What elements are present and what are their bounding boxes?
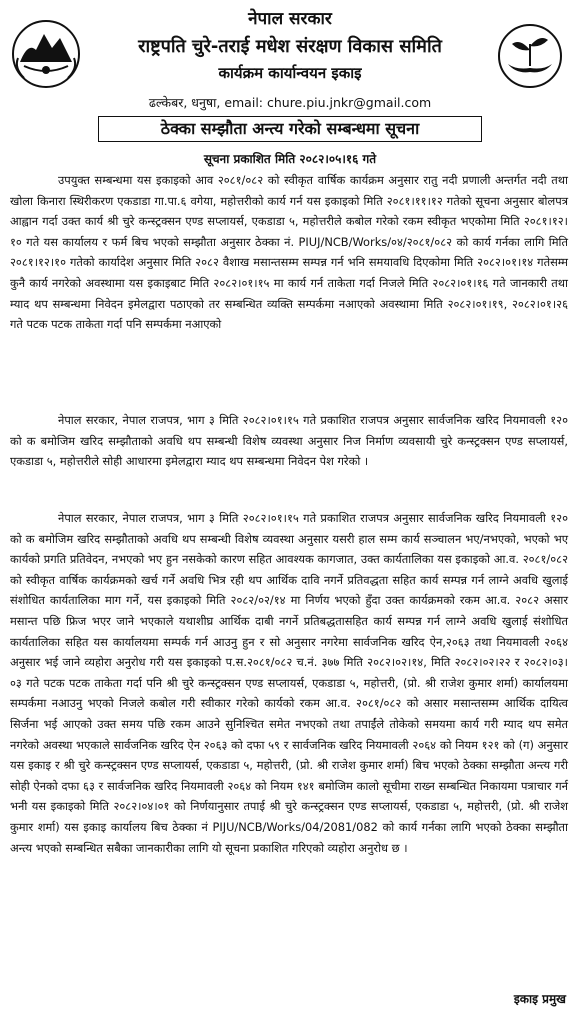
government-title: नेपाल सरकार <box>248 9 332 29</box>
hands-seedling-logo-icon <box>496 22 564 90</box>
body-paragraph-2: नेपाल सरकार, नेपाल राजपत्र, भाग ३ मिति २०८२।०१।१५ गते प्रकाशित राजपत्र अनुसार सार्वजनिक खरिद नियमावली १२० को क बमोजिम खरिद सम्झौताको अवधि थप सम्बन्धी विशेष व्यवस्था अनुसार निज निर्माण व्यवसायी चुरे कन्स्ट्रक्सन एण्ड सप्लायर्स, एकडाडा ५, महोत्तरीले सोही आधारमा इमेलद्वारा म्याद थप सम्बन्धमा निवेदन पेश गरेको । <box>10 413 568 469</box>
notice-title: ठेक्का सम्झौता अन्त्य गरेको सम्बन्धमा सूचना <box>98 116 482 142</box>
committee-title: राष्ट्रपति चुरे-तराई मधेश संरक्षण विकास समिति <box>138 36 442 57</box>
body-paragraph-1: उपयुक्त सम्बन्धमा यस इकाइको आव २०८१/०८२ को स्वीकृत वार्षिक कार्यक्रम अनुसार रातु नदी प्रणाली अन्तर्गत नदी तथा खोला किनारा स्थिरीकरण एकडाडा गा.पा.६ वगेया, महोत्तरीको कार्य गर्न यस इकाइको मिति २०८१।११।१२ गतेको सूचना अनुसार बोलपत्र आह्वान गर्दा उक्त कार्य श्री चुरे कन्स्ट्रक्सन एण्ड सप्लायर्स, एकडाडा ५, महोत्तरीले कबोल गरेको रकम स्वीकृत भएकोमा मिति २०८१।१२।१० गते यस कार्यालय र फर्म बिच भएको सम्झौता अनुसार ठेक्का नं. PIUJ/NCB/Works/०४/२०८१/०८२ को कार्य गर्नका लागि मिति २०८१।१२।१० गतेको कार्यादेश अनुसार मिति २०८२ वैशाख मसान्तसम्म सम्पन्न गर्न भनि समयावधि दिएकोमा मिति २०८२।०१।१४ गतेसम्म कुनै कार्य नगरेको अवस्थामा यस इकाइबाट मिति २०८२।०१।१५ मा कार्य गर्न ताकेता गर्दा निजले मिति २०८२।०१।१६ गते जानकारी तथा म्याद थप सम्बन्धमा निवेदन इमेलद्वारा पठाएको तर सम्बन्धित व्यक्ति सम्पर्कमा नआएको अवस्थामा मिति २०८२।०१।१९, २०८२।०१।२६ गते पटक पटक ताकेता गर्दा पनि सम्पर्कमा नआएको <box>10 173 568 332</box>
unit-title: कार्यक्रम कार्यान्वयन इकाइ <box>218 64 362 82</box>
signatory: इकाइ प्रमुख <box>513 992 566 1006</box>
body-paragraph-3: नेपाल सरकार, नेपाल राजपत्र, भाग ३ मिति २०८२।०१।१५ गते प्रकाशित राजपत्र अनुसार सार्वजनिक खरिद नियमावली १२० को क बमोजिम खरिद सम्झौताको अवधि थप सम्बन्धी विशेष व्यवस्था अनुसार यसरी हाल सम्म कार्य सञ्चालन भए/नभएको, भएको भए कार्यको प्रगति प्रतिवेदन, नभएको भए हुन नसकेको कारण सहित आवश्यक कागजात, उक्त कार्यतालिका यस इकाइको आ.व. २०८१/०८२ को स्वीकृत वार्षिक कार्यक्रमको खर्च गर्ने अवधि भित्र रही थप आर्थिक दावि नगर्ने प्रतिवद्धता सहित कार्य सम्पन्न गर्न लाग्ने अवधि खुलाई संशोधित कार्यतालिका माग गर्ने, यस इकाइको मिति २०८२/०२/१४ मा निर्णय भएको हुँदा उक्त कार्यक्रमको रकम आ.व. २०८२ असार मसान्त पछि फ्रिज भएर जाने भएकाले यथाशीघ्र आर्थिक दाबी नगर्ने प्रतिबद्धतासहित कार्य सम्पन्न गर्न लाग्ने अवधि खुलाई संशोधित कार्यतालिका सहित यस कार्यालयमा सम्पर्क गर्न आउनु हुन र सो अनुसार नगरेमा सार्वजनिक खरिद ऐन,२०६३ तथा नियमावली २०६४ अनुसार भई जाने व्यहोरा अनुरोध गरी यस इकाइको प.स.२०८१/०८२ च.नं. ३७७ मिति २०८२।०२।१४, मिति २०८२।०२।२२ र २०८२।०३।०३ गते पटक पटक ताकेता गर्दा पनि श्री चुरे कन्स्ट्रक्सन एण्ड सप्लायर्स, एकडाडा ५, महोत्तरी, (प्रो. श्री राजेश कुमार शर्मा) कार्यालयमा सम्पर्कमा नआउनु भएको निजले कबोल गरी स्वीकार गरेको कार्यको रकम आ.व. २०८१/०८२ को असार मसान्तसम्म आर्थिक दायित्व सिर्जना भई आएको उक्त समय पछि रकम आउने सुनिश्चित समेत नभएको तथा तपाईंले तोकेको समयमा कार्य गरी म्याद थप समेत नगरेको अवस्था भएकाले सार्वजनिक खरिद ऐन २०६३ को दफा ५९ र सार्वजनिक खरिद नियमावली २०६४ को नियम १२१ को (ग) अनुसार यस इकाइ र श्री चुरे कन्स्ट्रक्सन एण्ड सप्लायर्स, एकडाडा ५, महोत्तरी, (प्रो. श्री राजेश कुमार शर्मा) बिच भएको ठेक्का सम्झौता अन्त्य गरी सोही ऐनको दफा ६३ र सार्वजनिक खरिद नियमावली २०६४ को नियम १४१ बमोजिम कालो सूचीमा राख्न सम्बन्धित निकायमा पत्राचार गर्न भनी यस इकाइको मिति २०८२।०४।०१ को निर्णयानुसार तपाई श्री चुरे कन्स्ट्रक्सन एण्ड सप्लायर्स, एकडाडा ५, महोत्तरी, (प्रो. श्री राजेश कुमार शर्मा) यस इकाइ कार्यालय बिच ठेक्का नं PIJU/NCB/Works/04/2081/082 को कार्य गर्नका लागि भएको ठेक्का सम्झौता अन्त्य भएको सम्बन्धित सबैका जानकारीका लागि यो सूचना प्रकाशित गरिएको व्यहोरा अनुरोध छ । <box>10 511 569 855</box>
published-date: सूचना प्रकाशित मिति २०८२।०५।१६ गते <box>203 152 377 166</box>
nepal-emblem-icon <box>10 18 82 90</box>
address-line: ढल्केबर, धनुषा, email: chure.piu.jnkr@gmail.com <box>148 95 432 110</box>
